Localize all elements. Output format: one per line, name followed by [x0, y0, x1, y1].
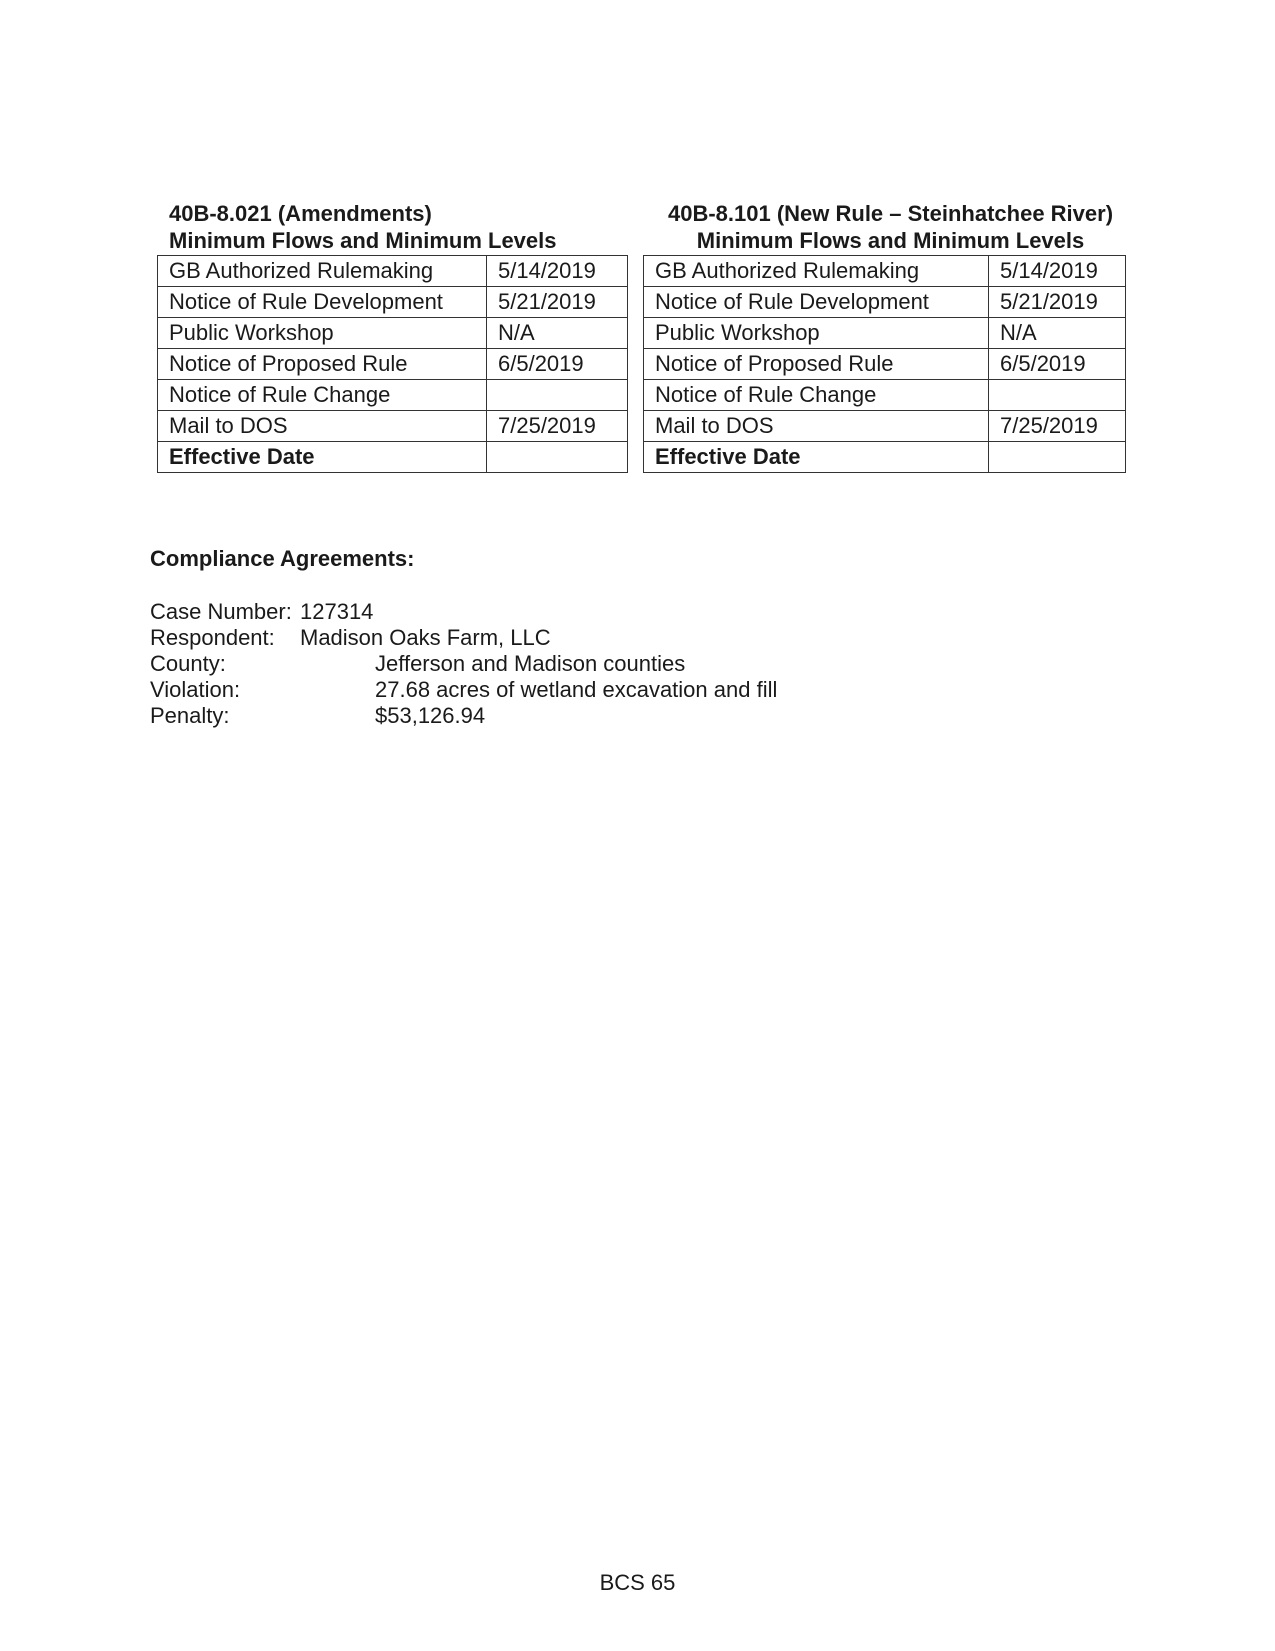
row-label: Notice of Proposed Rule: [158, 349, 487, 380]
table-row: [158, 411, 628, 442]
table-row: [644, 380, 1126, 411]
table-row: [158, 380, 628, 411]
row-date: 6/5/2019: [989, 349, 1126, 380]
row-label: Notice of Rule Change: [644, 380, 989, 411]
case-number-label: Case Number:: [150, 599, 292, 624]
row-label: GB Authorized Rulemaking: [158, 256, 487, 287]
violation-label: Violation:: [150, 677, 241, 702]
row-date: 5/14/2019: [989, 256, 1126, 287]
table-row: [158, 287, 628, 318]
page-number: BCS 65: [599, 1570, 676, 1595]
respondent-value: Madison Oaks Farm, LLC: [300, 625, 551, 650]
row-date: 5/21/2019: [989, 287, 1126, 318]
case-number-value: 127314: [300, 599, 374, 624]
table-row: [158, 256, 628, 287]
respondent-label: Respondent:: [150, 625, 275, 650]
table-row: [644, 287, 1126, 318]
rule-block-40b-8-101: [643, 200, 1138, 473]
table-row: [644, 318, 1126, 349]
row-label: Notice of Rule Change: [158, 380, 487, 411]
table-row: [644, 256, 1126, 287]
row-label: Mail to DOS: [644, 411, 989, 442]
county-value: Jefferson and Madison counties: [375, 651, 686, 676]
rule-block-40b-8-021: [157, 200, 628, 473]
row-label: Public Workshop: [158, 318, 487, 349]
rule-heading-subtitle: Minimum Flows and Minimum Levels: [696, 228, 1085, 253]
row-date: N/A: [487, 318, 628, 349]
table-row: [644, 442, 1126, 473]
row-label: Notice of Rule Development: [644, 287, 989, 318]
row-label: Mail to DOS: [158, 411, 487, 442]
row-date: 6/5/2019: [487, 349, 628, 380]
rule-timeline-table: [643, 255, 1126, 473]
row-date: [989, 442, 1126, 473]
row-label: Public Workshop: [644, 318, 989, 349]
penalty-value: $53,126.94: [375, 703, 486, 728]
violation-value: 27.68 acres of wetland excavation and fill: [375, 677, 778, 702]
row-label: GB Authorized Rulemaking: [644, 256, 989, 287]
table-row: [158, 442, 628, 473]
row-label: Notice of Rule Development: [158, 287, 487, 318]
table-row: [158, 318, 628, 349]
table-row: [644, 411, 1126, 442]
row-label: Notice of Proposed Rule: [644, 349, 989, 380]
row-date: [989, 380, 1126, 411]
row-date: N/A: [989, 318, 1126, 349]
rule-heading-subtitle: Minimum Flows and Minimum Levels: [169, 228, 557, 253]
row-date: 7/25/2019: [989, 411, 1126, 442]
rule-timeline-table: [157, 255, 628, 473]
penalty-label: Penalty:: [150, 703, 230, 728]
row-date: [487, 442, 628, 473]
row-label: Effective Date: [158, 442, 487, 473]
table-row: [158, 349, 628, 380]
rule-heading-title: 40B-8.101 (New Rule – Steinhatchee River): [667, 201, 1114, 226]
row-label: Effective Date: [644, 442, 989, 473]
rule-heading-title: 40B-8.021 (Amendments): [169, 201, 432, 226]
row-date: [487, 380, 628, 411]
row-date: 7/25/2019: [487, 411, 628, 442]
row-date: 5/14/2019: [487, 256, 628, 287]
county-label: County:: [150, 651, 226, 676]
row-date: 5/21/2019: [487, 287, 628, 318]
table-row: [644, 349, 1126, 380]
compliance-title: Compliance Agreements:: [150, 546, 415, 571]
